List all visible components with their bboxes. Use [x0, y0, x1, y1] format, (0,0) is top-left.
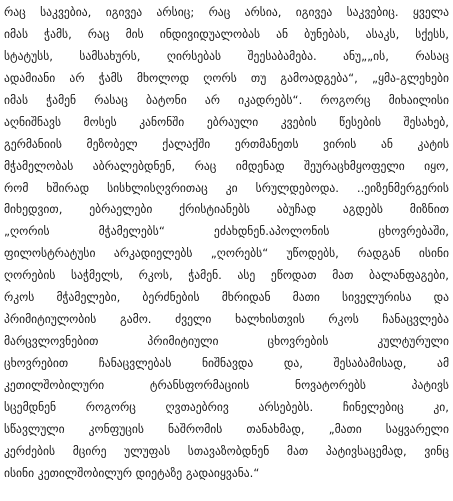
- text-line: ცხოვრებით ჩანაცვლებას ნიშნავდა და, შესაბამისად, ამ: [4, 356, 449, 370]
- text-line: მიხედვით, ებრაელები ქრისტიანებს აბუჩად აგდებს მიზნით: [4, 202, 449, 217]
- text-line: სცემდნენ როგორც ღვთაებრივ არსებებს. ჩინელებიც კი,: [4, 399, 449, 414]
- text-line: კეთილშობილური ტრანსფორმაციის ნოვატორებს პატივს: [4, 377, 449, 392]
- text-line: მარცვლოვნებით პრიმიტიული ცხოვრების კულტურული: [4, 334, 449, 349]
- text-line: სტატუსს, სამსახურს, ღირსებას შეესაბამება. ანუ„„ის, რასაც: [4, 48, 449, 63]
- text-line: პრიმიტიულობის გამო. ძველი ხალხისთვის რკოს ჩანაცვლება: [4, 312, 449, 327]
- text-line: იმას ჭამს, რაც მის ინდივიდუალობას ან ბუნებას, ასაკს, სქესს,: [4, 26, 449, 41]
- text-line: ადამიანი არ ჭამს მხოლოდ ღორს თუ გამოადგება“, „ყმა-გლეხები: [4, 70, 449, 85]
- text-line: რაც საკვებია, იგივეა არსიც; რაც არსია, იგივეა საკვებიც. ყველა: [4, 5, 449, 19]
- text-line: ისინი კეთილშობილურ დიეტაზე გადაიყვანა.“: [4, 465, 260, 480]
- text-line: გერმანიის მეზობელ ქალაქში ერთმანეთს ვირის ან კატის: [4, 136, 449, 151]
- text-line: რკოს მჭამელები, ბერძნების მხრიდან მათი სიველურისა და: [4, 290, 449, 305]
- text-line: სწავლული კონფუცის ნაშრომის თანახმად, „მათი საყვარელი: [4, 421, 449, 436]
- text-line: მჭამელობას აბრალებდნენ, რაც იმდენად შეურაცხმყოფელი იყო,: [4, 158, 449, 173]
- text-line: კერძების მცირე ულუფას სთავაზობდნენ მათ პატივსაცემად, ვინც: [4, 443, 449, 458]
- paragraph: [4, 2, 449, 485]
- text-line: ღორების საჭმელს, რკოს, ჭამენ. ასე ეწოდათ მათ ბალანფაგები,: [4, 268, 449, 283]
- text-line: აღნიშნავს მოსეს კანონში ებრაული კვების წესების შესახებ,: [4, 114, 449, 129]
- text-line: იმას ჭამენ რასაც ბატონი არ იკადრებს“. როგორც მიხაილისი: [4, 92, 449, 107]
- text-line: რომ ხშირად სისხლისღვრითაც კი სრულდებოდა. ..ეიზენმერგერის: [4, 180, 449, 195]
- text-line: ფილოსტრატუსი არკადიელებს „ღორებს“ უწოდებს, რადგან ისინი: [4, 246, 449, 261]
- text-line: „ღორის მჭამელებს“ ეძახდნენ.აპოლონის ცხოვრებაში,: [4, 224, 449, 239]
